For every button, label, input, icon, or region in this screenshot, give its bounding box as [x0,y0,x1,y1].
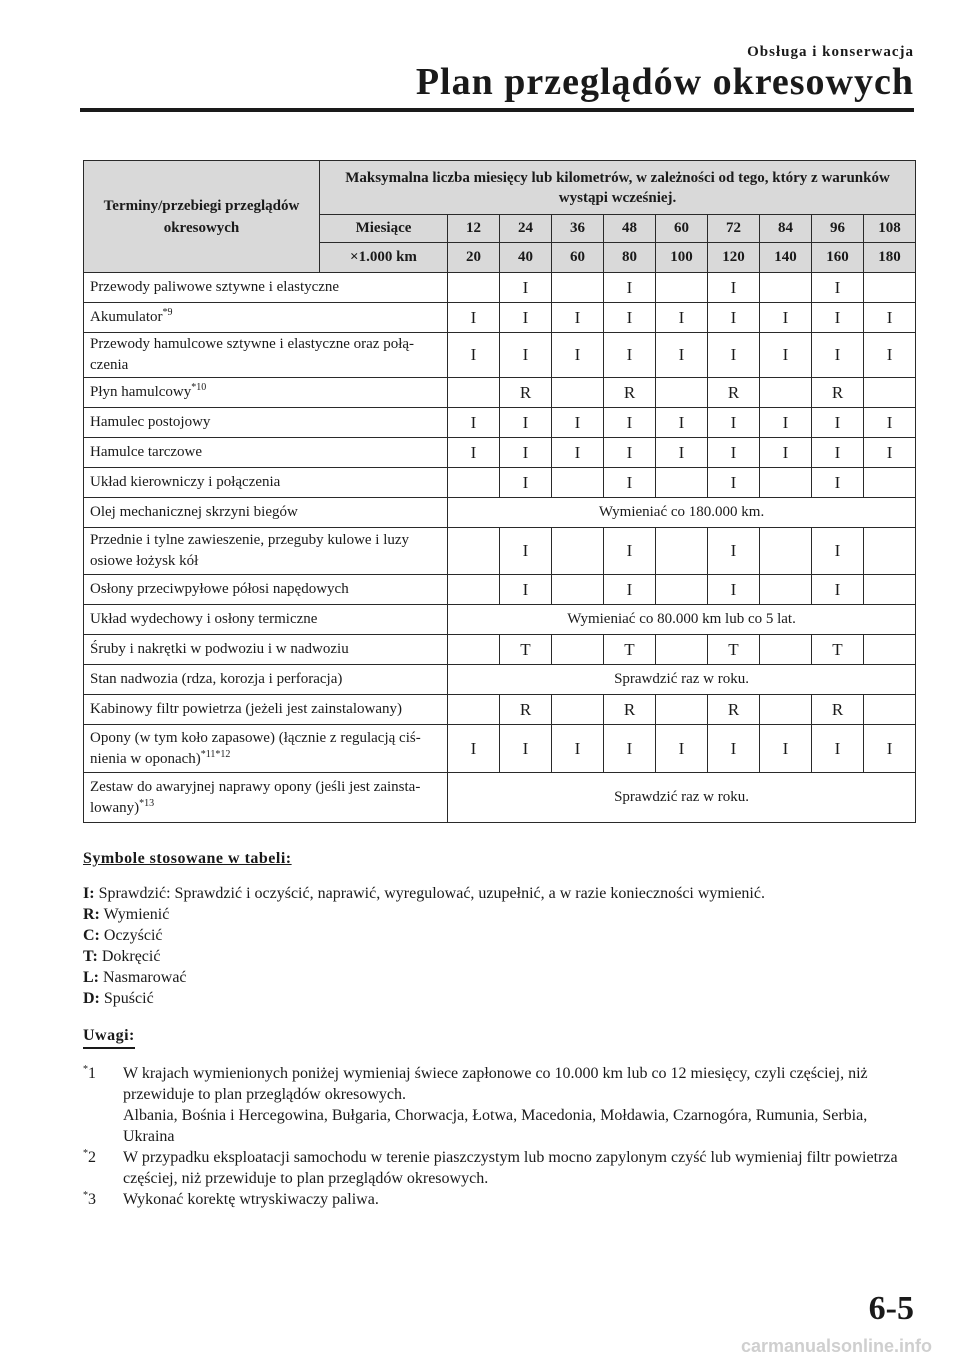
maintenance-item-cell [84,273,448,303]
interval-cell: I [708,468,760,498]
table-row [84,665,916,695]
legend-code: D: [83,990,100,1007]
interval-cell: I [760,408,812,438]
legend-code: R: [83,906,100,923]
item-name-cont: lowany) [90,799,140,816]
legend-item [83,904,915,925]
interval-cell: I [812,333,864,378]
item-name-cont: osiowe łożysk kół [90,553,199,569]
legend-text: Dokręcić [101,948,161,965]
interval-cell [448,273,500,303]
interval-cell [656,575,708,605]
maintenance-item-cell [84,665,448,695]
interval-cell: I [552,408,604,438]
interval-cell: I [812,438,864,468]
maintenance-item-cell [84,408,448,438]
interval-cell: I [552,438,604,468]
interval-cell: I [656,438,708,468]
item-name: Przewody paliwowe sztywne i elastyczne [90,279,340,295]
km-label: ×1.000 km [320,243,448,273]
interval-note: Sprawdzić raz w roku. [448,665,916,695]
item-name: Przednie i tylne zawieszenie, przeguby kulowe i luzy [90,532,410,548]
interval-cell [864,695,916,725]
interval-cell: T [812,635,864,665]
interval-cell: I [760,725,812,773]
interval-cell: I [656,333,708,378]
interval-cell [864,468,916,498]
table-row [84,333,916,378]
km-header-cell: 20 [448,243,500,273]
table-row [84,498,916,528]
month-header-cell: 72 [708,215,760,243]
interval-cell [760,528,812,575]
interval-cell: I [708,575,760,605]
interval-cell [552,635,604,665]
note-text: Albania, Bośnia i Hercegowina, Bułgaria, Chorwacja, Łotwa, Macedonia, Mołdawia, Czarnogóra, Rumunia, Serbia, Ukraina [123,1107,868,1145]
interval-cell [864,528,916,575]
interval-cell: I [604,575,656,605]
interval-cell: T [500,635,552,665]
interval-cell: I [812,408,864,438]
note-text: W przypadku eksploatacji samochodu w terenie piaszczystym lub mocno zapylonym czyść lub wymieniaj filtr powietrza częściej, niż przewiduje to plan przeglądów okresowych. [123,1149,898,1187]
interval-cell [552,273,604,303]
maintenance-item-cell [84,635,448,665]
notes-list [83,1063,915,1210]
interval-cell: I [812,528,864,575]
interval-cell [864,378,916,408]
interval-cell: I [864,725,916,773]
note-text: W krajach wymienionych poniżej wymieniaj świece zapłonowe co 10.000 km lub co 12 miesięcy, czyli częściej, niż przewiduje to plan przeglądów okresowych. [123,1065,868,1103]
item-name: Śruby i nakrętki w podwoziu i w nadwoziu [90,641,349,657]
notes-title: Uwagi: [83,1025,135,1049]
interval-cell [448,575,500,605]
interval-cell: I [656,303,708,333]
page-number: 6-5 [868,1290,914,1327]
interval-cell [448,468,500,498]
note-marker [83,1189,96,1210]
maintenance-item-cell [84,695,448,725]
interval-cell: I [604,468,656,498]
table-row [84,303,916,333]
legend-code: I: [83,885,95,902]
note-marker [83,1147,96,1168]
interval-cell: I [708,528,760,575]
interval-cell: I [812,303,864,333]
interval-cell [760,468,812,498]
interval-cell [448,695,500,725]
table-row [84,408,916,438]
interval-cell: I [864,333,916,378]
interval-cell: R [708,378,760,408]
legend-text: Wymienić [103,906,170,923]
interval-cell: I [448,725,500,773]
interval-cell: I [708,303,760,333]
item-name: Opony (w tym koło zapasowe) (łącznie z regulacją ciś- [90,729,421,746]
interval-cell: I [500,575,552,605]
table-row [84,773,916,823]
km-header-cell: 140 [760,243,812,273]
interval-cell: R [812,695,864,725]
month-header-cell: 36 [552,215,604,243]
legend-text: Nasmarować [103,969,187,986]
interval-cell: T [604,635,656,665]
item-name: Układ kierowniczy i połączenia [90,474,281,490]
item-name-cont: nienia w oponach) [90,750,201,767]
interval-cell: I [448,438,500,468]
km-header-cell: 40 [500,243,552,273]
note-item [83,1189,915,1210]
section-title: Obsługa i konserwacja [747,44,914,60]
interval-cell: I [708,438,760,468]
interval-cell [656,378,708,408]
note-number: 1 [88,1065,96,1082]
note-number: 2 [88,1149,96,1166]
footnote-ref: *11*12 [200,748,231,760]
maintenance-item-cell [84,378,448,408]
interval-cell: I [812,725,864,773]
table-row [84,528,916,575]
header-divider [80,108,914,112]
watermark: carmanualsonline.info [740,1336,932,1356]
month-header-cell: 96 [812,215,864,243]
table-row [84,575,916,605]
maintenance-item-cell [84,725,448,773]
legend-item [83,883,915,904]
item-name: Płyn hamulcowy [90,384,192,400]
interval-cell [448,528,500,575]
interval-cell: I [500,438,552,468]
interval-cell [760,273,812,303]
interval-cell: I [552,303,604,333]
item-name: Osłony przeciwpyłowe półosi napędowych [90,581,349,597]
interval-cell [760,695,812,725]
maintenance-item-cell [84,605,448,635]
table-row [84,378,916,408]
maintenance-item-cell [84,773,448,823]
legend-item [83,967,915,988]
schedule-header-description: Maksymalna liczba miesięcy lub kilometrów, w zależności od tego, który z warunków wystąpi wcześniej. [320,161,916,215]
interval-cell: R [500,378,552,408]
interval-cell: I [812,273,864,303]
legend-item [83,925,915,946]
item-name: Kabinowy filtr powietrza (jeżeli jest zainstalowany) [90,701,402,717]
interval-cell [552,575,604,605]
maintenance-schedule-table [83,160,916,823]
maintenance-item-cell [84,303,448,333]
interval-cell: R [500,695,552,725]
table-row [84,725,916,773]
interval-cell: I [812,575,864,605]
item-name: Zestaw do awaryjnej naprawy opony (jeśli jest zainsta- [90,778,421,795]
interval-cell [552,695,604,725]
table-row [84,273,916,303]
month-header-cell: 24 [500,215,552,243]
note-item [83,1147,915,1189]
interval-cell: R [708,695,760,725]
interval-cell: I [500,303,552,333]
month-header-cell: 60 [656,215,708,243]
interval-cell: I [500,408,552,438]
interval-note: Wymieniać co 180.000 km. [448,498,916,528]
footnote-ref: *10 [191,382,207,393]
item-name: Przewody hamulcowe sztywne i elastyczne oraz połą- [90,336,415,352]
month-header-cell: 48 [604,215,656,243]
interval-cell: I [500,273,552,303]
item-name: Olej mechanicznej skrzyni biegów [90,504,298,520]
maintenance-item-cell [84,575,448,605]
table-row [84,695,916,725]
interval-cell: I [864,438,916,468]
interval-cell [448,635,500,665]
note-number: 3 [88,1191,96,1208]
interval-cell: I [604,725,656,773]
legend-text: Sprawdzić: Sprawdzić i oczyścić, naprawić, wyregulować, uzupełnić, a w razie konieczności wymienić. [98,885,765,902]
interval-cell: I [760,333,812,378]
interval-cell: I [708,725,760,773]
note-star: * [83,1148,88,1159]
interval-note: Wymieniać co 80.000 km lub co 5 lat. [448,605,916,635]
note-star: * [83,1064,88,1075]
interval-cell: I [448,408,500,438]
note-marker [83,1063,96,1084]
note-star: * [83,1190,88,1201]
interval-cell: I [500,528,552,575]
table-row [84,605,916,635]
table-row [84,635,916,665]
item-name: Hamulec postojowy [90,414,211,430]
months-label: Miesiące [320,215,448,243]
maintenance-item-cell [84,468,448,498]
interval-cell [760,635,812,665]
interval-cell [656,273,708,303]
interval-cell: I [604,333,656,378]
legend-text: Oczyścić [103,927,163,944]
interval-cell [864,635,916,665]
interval-cell: I [708,333,760,378]
interval-cell: I [604,528,656,575]
legend-item [83,988,915,1009]
interval-cell [552,468,604,498]
interval-cell: I [656,408,708,438]
interval-cell: I [864,303,916,333]
km-header-cell: 160 [812,243,864,273]
interval-cell: I [760,438,812,468]
interval-cell [864,575,916,605]
legend-list [83,883,915,1009]
page-title: Plan przeglądów okresowych [415,61,914,103]
km-header-cell: 100 [656,243,708,273]
legend-code: C: [83,927,100,944]
interval-cell [656,695,708,725]
interval-cell [656,528,708,575]
interval-cell: I [760,303,812,333]
interval-cell: I [500,725,552,773]
item-name: Stan nadwozia (rdza, korozja i perforacja) [90,671,343,687]
interval-cell: I [708,408,760,438]
interval-cell [760,378,812,408]
interval-cell: R [604,378,656,408]
interval-cell: I [500,468,552,498]
interval-cell: I [708,273,760,303]
note-item [83,1063,915,1147]
interval-cell: I [864,408,916,438]
maintenance-item-cell [84,498,448,528]
legend-and-notes [83,848,915,1210]
month-header-cell: 12 [448,215,500,243]
interval-cell: I [448,333,500,378]
interval-cell [552,528,604,575]
interval-cell [760,575,812,605]
legend-code: T: [83,948,98,965]
footnote-ref: *13 [139,797,155,809]
km-header-cell: 80 [604,243,656,273]
legend-title: Symbole stosowane w tabeli: [83,850,292,867]
item-name: Układ wydechowy i osłony termiczne [90,611,318,627]
interval-cell [552,378,604,408]
interval-cell: I [604,303,656,333]
item-name: Hamulce tarczowe [90,444,203,460]
km-header-cell: 180 [864,243,916,273]
legend-item [83,946,915,967]
interval-cell: I [552,725,604,773]
item-name: Akumulator [90,309,163,325]
month-header-cell: 84 [760,215,812,243]
interval-cell: I [604,408,656,438]
legend-text: Spuścić [103,990,154,1007]
schedule-header-label: Terminy/przebiegi przeglądów okresowych [84,161,320,273]
km-header-cell: 120 [708,243,760,273]
month-header-cell: 108 [864,215,916,243]
table-row [84,468,916,498]
interval-cell: I [500,333,552,378]
footnote-ref: *9 [162,307,173,318]
interval-cell: I [812,468,864,498]
interval-cell: I [448,303,500,333]
interval-cell: I [604,273,656,303]
interval-cell [656,468,708,498]
km-header-cell: 60 [552,243,604,273]
interval-cell: T [708,635,760,665]
interval-note: Sprawdzić raz w roku. [448,773,916,823]
note-text: Wykonać korektę wtryskiwaczy paliwa. [123,1191,379,1208]
interval-cell: R [604,695,656,725]
item-name-cont: czenia [90,357,129,373]
interval-cell: I [552,333,604,378]
table-row [84,438,916,468]
interval-cell [656,635,708,665]
interval-cell: I [604,438,656,468]
legend-code: L: [83,969,99,986]
maintenance-item-cell [84,438,448,468]
interval-cell [448,378,500,408]
maintenance-item-cell [84,528,448,575]
interval-cell [864,273,916,303]
interval-cell: R [812,378,864,408]
interval-cell: I [656,725,708,773]
maintenance-item-cell [84,333,448,378]
